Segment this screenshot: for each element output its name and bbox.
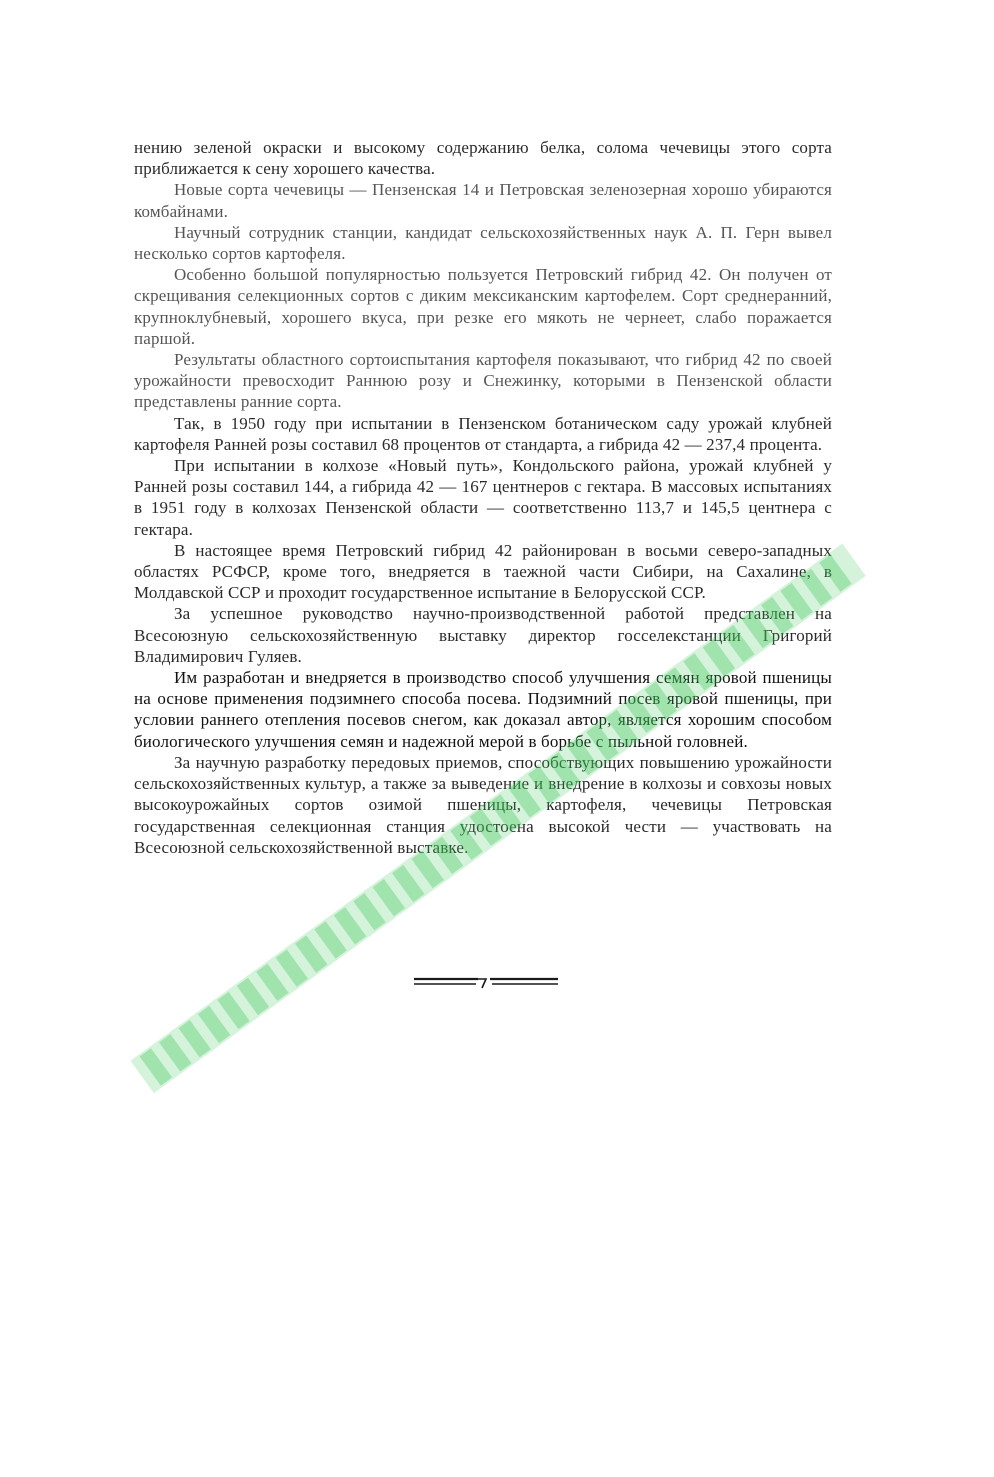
- body-text: [134, 137, 832, 858]
- paragraph-11: За научную разработку передовых приемов, способствующих повышению урожайности сельскохозяйственных культур, а также за выведение и внедрение в колхозы и совхозы новых высокоурожайных сортов озимой пшеницы, картофеля, чечевицы Петровская государственная селекционная станция удостоена высокой чести — участвовать на Всесоюзной сельскохозяйственной выставке.: [134, 752, 832, 857]
- paragraph-4: Особенно большой популярностью пользуется Петровский гибрид 42. Он получен от скрещивания селекционных сортов с диким мексиканским картофелем. Сорт среднеранний, крупноклубневый, хорошего вкуса, при резке его мякоть не чернеет, слабо поражается паршой.: [134, 265, 832, 348]
- paragraph-3: Научный сотрудник станции, кандидат сельскохозяйственных наук А. П. Герн вывел несколько сортов картофеля.: [134, 222, 832, 264]
- paragraph-2: Новые сорта чечевицы — Пензенская 14 и Петровская зеленозерная хорошо убираются комбайнами.: [134, 180, 832, 221]
- paragraph-8: В настоящее время Петровский гибрид 42 районирован в восьми северо-западных областях РСФСР, кроме того, внедряется в таежной части Сибири, на Сахалине, в Молдавской ССР и проходит государственное испытание в Белорусской ССР.: [134, 540, 832, 603]
- paragraph-1: нению зеленой окраски и высокому содержанию белка, солома чечевицы этого сорта приближается к сену хорошего качества.: [134, 138, 832, 179]
- paragraph-10: Им разработан и внедряется в производство способ улучшения семян яровой пшеницы на основе применения подзимнего способа посева. Подзимний посев яровой пшеницы, при условии раннего отепления посевов снегом, как доказал автор, является хорошим способом биологического улучшения семян и надежной мерой в борьбе с пыльной головней.: [134, 668, 832, 751]
- paragraph-7: При испытании в колхозе «Новый путь», Кондольского района, урожай клубней у Ранней розы составил 144, а гибрида 42 — 167 центнеров с гектара. В массовых испытаниях в 1951 году в колхозах Пензенской области — соответственно 113,7 и 145,5 центнера с гектара.: [134, 456, 832, 539]
- paragraph-9: За успешное руководство научно-производственной работой представлен на Всесоюзную сельскохозяйственную выставку директор госселекстанции Григорий Владимирович Гуляев.: [134, 604, 832, 666]
- paragraph-5: Результаты областного сортоиспытания картофеля показывают, что гибрид 42 по своей урожайности превосходит Раннюю розу и Снежинку, которыми в Пензенской области представлены ранние сорта.: [134, 350, 832, 412]
- section-end-ornament: [412, 974, 560, 990]
- paragraph-6: Так, в 1950 году при испытании в Пензенском ботаническом саду урожай клубней картофеля Ранней розы составил 68 процентов от стандарта, а гибрида 42 — 237,4 процента.: [134, 413, 832, 454]
